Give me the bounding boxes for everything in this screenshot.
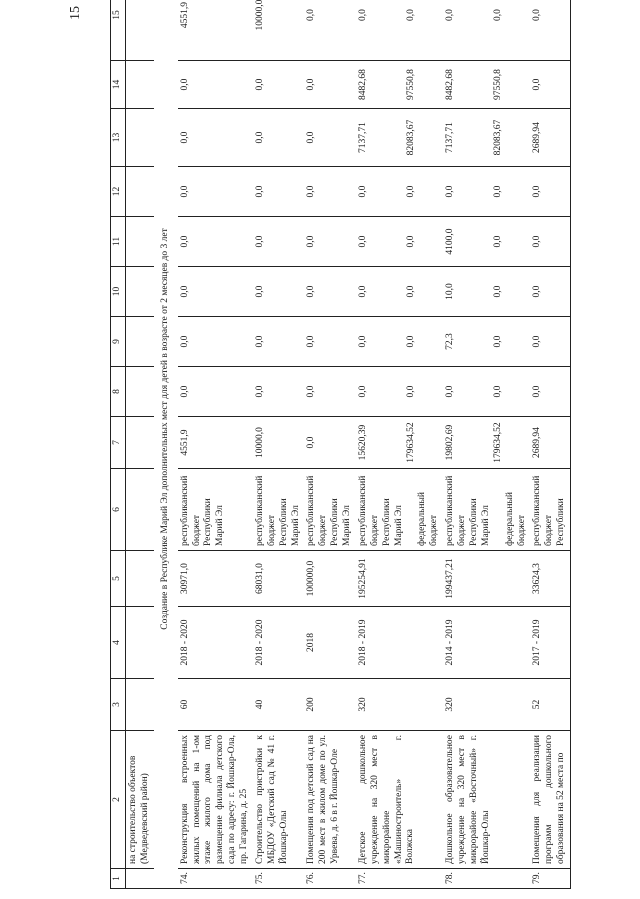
column-number-14: 14 (111, 61, 126, 109)
funding-source-name: республиканский бюджет Республики Марий Эл (254, 475, 301, 546)
spacer (382, 421, 394, 464)
value: 0,0 (179, 131, 190, 144)
value: 179634,52 (493, 422, 503, 463)
spacer (481, 0, 493, 56)
spacer (370, 171, 382, 212)
spacer (481, 171, 493, 212)
value: 179634,52 (405, 422, 416, 463)
capacity: 320 (356, 679, 443, 731)
funding-source (443, 469, 530, 551)
value: 0,0 (532, 185, 543, 198)
spacer (382, 321, 394, 362)
value: 0,0 (405, 285, 416, 298)
period: 2014 - 2019 (443, 607, 530, 679)
capacity: 60 (178, 679, 253, 731)
spacer (394, 113, 406, 162)
value: 82083,67 (493, 119, 503, 156)
value: 97550,8 (493, 69, 503, 100)
column-number-6: 6 (111, 469, 126, 551)
value: 0,0 (532, 9, 543, 21)
total-cost: 195254,91 (356, 551, 443, 607)
period: 2018 - 2019 (356, 607, 443, 679)
spacer (394, 0, 406, 56)
continuation-row (126, 0, 154, 889)
spacer (457, 0, 469, 56)
value-col-7 (443, 417, 530, 469)
spacer (481, 271, 493, 312)
spacer (469, 271, 481, 312)
value-col-12 (530, 167, 570, 217)
spacer (457, 171, 469, 212)
value-col-8 (530, 367, 570, 417)
value-col-10 (530, 267, 570, 317)
value: 4100,0 (445, 228, 456, 255)
cell-empty (126, 551, 154, 607)
value-col-14 (443, 61, 530, 109)
value: 0,0 (532, 335, 543, 348)
value: 0,0 (254, 235, 265, 248)
object-name (253, 731, 305, 869)
value: 15620,39 (357, 424, 368, 461)
value: 0,0 (532, 78, 543, 91)
object-name-text: Дошкольное образовательное учреждение на 320 мест в микрорайоне «Восточный» г. Йошкар-Олы (445, 735, 491, 864)
spacer (457, 65, 469, 104)
value: 0,0 (405, 385, 416, 398)
object-name-text: Помещения для реализации программ дошкольного образования на 52 места по (532, 735, 567, 864)
value-col-12 (253, 167, 305, 217)
funding-source (530, 469, 570, 551)
spacer (457, 321, 469, 362)
spacer (382, 113, 394, 162)
funding-source-name: федеральный бюджет (417, 492, 440, 546)
value: 19802,69 (445, 424, 456, 461)
column-number-row (111, 0, 126, 889)
value-col-7 (253, 417, 305, 469)
row-number: 76. (304, 869, 356, 889)
value: 0,0 (254, 131, 265, 144)
value-col-9 (443, 317, 530, 367)
spacer (382, 371, 394, 412)
spacer (457, 221, 469, 262)
value-col-7 (356, 417, 443, 469)
cell-empty (126, 469, 154, 551)
value-col-10 (356, 267, 443, 317)
value: 0,0 (306, 235, 317, 248)
object-name-text: Реконструкция встроенных жилых помещений на 1-ом этаже жилого дома под размещение филиала детского сада по адресу: г. Йошкар-Ола, пр. Гагарина, д. 25 (179, 735, 249, 864)
value-col-12 (356, 167, 443, 217)
spacer (469, 113, 481, 162)
spacer (370, 371, 382, 412)
spacer (469, 65, 481, 104)
column-number-12: 12 (111, 167, 126, 217)
spacer (394, 271, 406, 312)
value: 0,0 (532, 235, 543, 248)
value: 2689,94 (532, 427, 543, 458)
value: 72,3 (445, 333, 456, 350)
spacer (469, 371, 481, 412)
column-number-8: 8 (111, 367, 126, 417)
value: 4551,9 (179, 429, 190, 456)
spacer (370, 421, 382, 464)
table-row (178, 0, 253, 889)
spacer (382, 65, 394, 104)
table-body (126, 0, 571, 889)
row-number: 79. (530, 869, 570, 889)
value: 0,0 (306, 185, 317, 198)
value: 0,0 (405, 9, 416, 21)
spacer (370, 221, 382, 262)
column-number-13: 13 (111, 109, 126, 167)
spacer (481, 221, 493, 262)
cell-empty (126, 417, 154, 469)
section-title-row (154, 0, 178, 889)
spacer (457, 271, 469, 312)
spacer (481, 371, 493, 412)
value-col-8 (443, 367, 530, 417)
value: 8482,68 (357, 69, 368, 100)
value: 0,0 (445, 185, 456, 198)
value: 7137,71 (445, 122, 456, 153)
value: 0,0 (532, 285, 543, 298)
value-col-13 (530, 109, 570, 167)
column-number-9: 9 (111, 317, 126, 367)
value-col-10 (443, 267, 530, 317)
funding-source-name: республиканский бюджет Республики (532, 475, 567, 546)
value: 0,0 (405, 185, 416, 198)
value: 0,0 (254, 385, 265, 398)
period: 2017 - 2019 (530, 607, 570, 679)
value: 0,0 (357, 335, 368, 348)
value: 0,0 (306, 436, 317, 449)
spacer (382, 221, 394, 262)
capacity: 200 (304, 679, 356, 731)
value: 4551,9 (179, 1, 190, 29)
row-number: 75. (253, 869, 305, 889)
spacer (481, 113, 493, 162)
period: 2018 - 2020 (178, 607, 253, 679)
value: 0,0 (179, 335, 190, 348)
value-col-14 (178, 61, 253, 109)
value: 0,0 (254, 185, 265, 198)
value: 0,0 (357, 9, 368, 21)
value-col-15 (530, 0, 570, 61)
funding-source-name: республиканский бюджет Республики Марий Эл (306, 475, 352, 546)
value-col-13 (356, 109, 443, 167)
spacer (405, 473, 417, 546)
object-name-text: Детское дошкольное учреждение на 320 мест в микрорайоне «Машиностроитель» г. Волжска (357, 735, 416, 864)
value-col-14 (253, 61, 305, 109)
column-number-3: 3 (111, 679, 126, 731)
capacity: 40 (253, 679, 305, 731)
object-name-text: Помещения под детский сад на 200 мест в жилом доме по ул. Урвева, д. 6 в г. Йошкар-Оле (306, 735, 341, 864)
funding-source-name: федеральный бюджет (504, 492, 527, 546)
column-number-11: 11 (111, 217, 126, 267)
value-col-14 (356, 61, 443, 109)
value-col-15 (443, 0, 530, 61)
value: 0,0 (254, 335, 265, 348)
value-col-15 (304, 0, 356, 61)
cell-empty (126, 317, 154, 367)
value-col-12 (304, 167, 356, 217)
value: 0,0 (179, 385, 190, 398)
spacer (481, 421, 493, 464)
value: 0,0 (405, 235, 416, 248)
value: 82083,67 (405, 119, 416, 156)
value: 0,0 (306, 385, 317, 398)
value-col-13 (253, 109, 305, 167)
value-col-13 (443, 109, 530, 167)
period: 2018 - 2020 (253, 607, 305, 679)
row-number: 74. (178, 869, 253, 889)
spacer (394, 321, 406, 362)
row-number: 78. (443, 869, 530, 889)
spacer (382, 271, 394, 312)
spacer (481, 321, 493, 362)
cell-empty (126, 167, 154, 217)
capacity: 320 (443, 679, 530, 731)
value: 10,0 (445, 283, 456, 300)
value-col-8 (356, 367, 443, 417)
cell-empty (126, 267, 154, 317)
value: 0,0 (306, 131, 317, 144)
spacer (457, 421, 469, 464)
funding-source (304, 469, 356, 551)
value-col-7 (304, 417, 356, 469)
object-name (178, 731, 253, 869)
value-col-11 (530, 217, 570, 267)
total-cost: 33624,3 (530, 551, 570, 607)
value: 2689,94 (532, 122, 543, 153)
value: 0,0 (254, 285, 265, 298)
value-col-15 (178, 0, 253, 61)
value: 7137,71 (357, 122, 368, 153)
value: 0,0 (357, 385, 368, 398)
value-col-11 (304, 217, 356, 267)
value: 0,0 (179, 285, 190, 298)
total-cost: 199437,21 (443, 551, 530, 607)
value: 0,0 (306, 335, 317, 348)
funding-source (253, 469, 305, 551)
object-name (356, 731, 443, 869)
value-col-10 (253, 267, 305, 317)
cell-empty (126, 61, 154, 109)
funding-source-name: республиканский бюджет Республики Марий Эл (179, 475, 226, 546)
value: 0,0 (179, 235, 190, 248)
funding-source (356, 469, 443, 551)
value: 97550,8 (405, 69, 416, 100)
object-name (530, 731, 570, 869)
value: 0,0 (532, 385, 543, 398)
section-title: Создание в Республике Марий Эл дополнительных мест для детей в возрасте от 2 месяцев до 3 лет (154, 0, 178, 889)
spacer (382, 0, 394, 56)
spacer (394, 371, 406, 412)
value: 0,0 (306, 78, 317, 91)
value: 0,0 (493, 385, 503, 398)
funding-source (178, 469, 253, 551)
object-name (304, 731, 356, 869)
spacer (457, 113, 469, 162)
column-number-4: 4 (111, 607, 126, 679)
value-col-9 (530, 317, 570, 367)
value-col-12 (443, 167, 530, 217)
total-cost: 100000,0 (304, 551, 356, 607)
value: 0,0 (179, 185, 190, 198)
cell-empty (126, 109, 154, 167)
value: 8482,68 (445, 69, 456, 100)
value: 0,0 (493, 335, 503, 348)
spacer (394, 171, 406, 212)
spacer (469, 171, 481, 212)
value: 0,0 (306, 9, 317, 21)
cell-empty (126, 367, 154, 417)
value-col-14 (304, 61, 356, 109)
value: 0,0 (357, 185, 368, 198)
value-col-14 (530, 61, 570, 109)
column-number-1: 1 (111, 869, 126, 889)
spacer (394, 421, 406, 464)
spacer (469, 321, 481, 362)
value-col-8 (253, 367, 305, 417)
spacer (469, 221, 481, 262)
value: 0,0 (445, 9, 456, 21)
value-col-15 (356, 0, 443, 61)
value: 0,0 (493, 235, 503, 248)
spacer (469, 0, 481, 56)
value-col-9 (356, 317, 443, 367)
value-col-13 (178, 109, 253, 167)
column-number-7: 7 (111, 417, 126, 469)
period: 2018 (304, 607, 356, 679)
value: 0,0 (493, 185, 503, 198)
value-col-8 (304, 367, 356, 417)
row-number: 77. (356, 869, 443, 889)
value-col-10 (304, 267, 356, 317)
value-col-9 (178, 317, 253, 367)
value-col-11 (356, 217, 443, 267)
spacer (481, 65, 493, 104)
value: 0,0 (357, 285, 368, 298)
spacer (493, 473, 505, 546)
value-col-13 (304, 109, 356, 167)
object-name-text: Строительство пристройки к МБДОУ «Детский сад № 41 г. Йошкар-Олы (254, 735, 289, 864)
value: 0,0 (306, 285, 317, 298)
page-number: 15 (68, 6, 83, 20)
value-col-7 (530, 417, 570, 469)
spacer (457, 371, 469, 412)
investment-table (110, 0, 571, 889)
value: 0,0 (445, 385, 456, 398)
value-col-7 (178, 417, 253, 469)
spacer (394, 221, 406, 262)
value-col-12 (178, 167, 253, 217)
column-number-15: 15 (111, 0, 126, 61)
value: 0,0 (357, 235, 368, 248)
table-row (443, 0, 530, 889)
value-col-15 (253, 0, 305, 61)
table-row (530, 0, 570, 889)
funding-source-name: республиканский бюджет Республики Марий Эл (445, 475, 491, 546)
table-row (304, 0, 356, 889)
value: 10000,0 (254, 0, 265, 31)
column-number-2: 2 (111, 731, 126, 869)
spacer (370, 65, 382, 104)
value-col-9 (304, 317, 356, 367)
object-name (443, 731, 530, 869)
table-row (356, 0, 443, 889)
cell-empty (126, 679, 154, 731)
value-col-10 (178, 267, 253, 317)
capacity: 52 (530, 679, 570, 731)
column-number-5: 5 (111, 551, 126, 607)
cell-empty (126, 217, 154, 267)
cell-empty (126, 0, 154, 61)
value-col-11 (253, 217, 305, 267)
continuation-name: на строительство объектов (Медведевский район) (126, 731, 154, 869)
value: 0,0 (493, 9, 503, 21)
value: 0,0 (493, 285, 503, 298)
spacer (370, 321, 382, 362)
spacer (382, 171, 394, 212)
value: 0,0 (405, 335, 416, 348)
spacer (370, 0, 382, 56)
cell-empty (126, 607, 154, 679)
cell-empty (126, 869, 154, 889)
spacer (469, 421, 481, 464)
value: 0,0 (254, 78, 265, 91)
spacer (370, 271, 382, 312)
column-number-10: 10 (111, 267, 126, 317)
value-col-9 (253, 317, 305, 367)
funding-source-name: республиканский бюджет Республики Марий Эл (357, 475, 404, 546)
value-col-11 (178, 217, 253, 267)
value: 0,0 (179, 78, 190, 91)
spacer (394, 65, 406, 104)
total-cost: 30971,0 (178, 551, 253, 607)
value-col-8 (178, 367, 253, 417)
total-cost: 68031,0 (253, 551, 305, 607)
table-row (253, 0, 305, 889)
value: 10000,0 (254, 427, 265, 458)
spacer (370, 113, 382, 162)
value-col-11 (443, 217, 530, 267)
